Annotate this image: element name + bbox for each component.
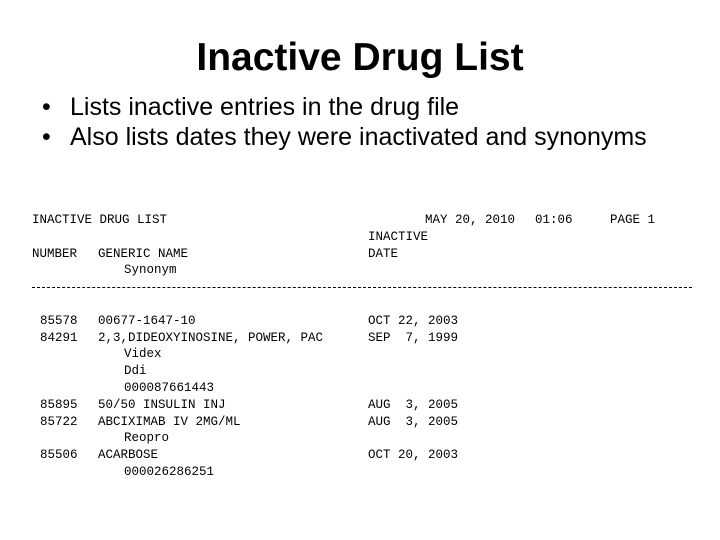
bullet-dot-icon: • bbox=[42, 123, 51, 151]
bullet-text: Lists inactive entries in the drug file bbox=[70, 93, 460, 121]
drug-number: 85722 bbox=[40, 414, 78, 429]
drug-number: 85578 bbox=[40, 313, 78, 328]
column-header-row bbox=[32, 262, 692, 279]
drug-row bbox=[32, 330, 692, 347]
drug-row bbox=[32, 313, 692, 330]
drug-synonym: 000087661443 bbox=[124, 380, 215, 395]
drug-generic-name: 00677-1647-10 bbox=[98, 313, 196, 328]
inactive-drug-report bbox=[32, 212, 692, 481]
drug-synonym: Reopro bbox=[124, 431, 170, 446]
drug-synonym-row bbox=[32, 363, 692, 380]
report-page: PAGE 1 bbox=[610, 213, 656, 227]
bullet-item bbox=[42, 122, 682, 152]
report-name: INACTIVE DRUG LIST bbox=[32, 213, 168, 227]
drug-inactive-date: OCT 22, 2003 bbox=[368, 313, 459, 328]
drug-number: 85506 bbox=[40, 448, 78, 463]
generic-name-column-header: GENERIC NAME bbox=[98, 246, 189, 261]
drug-row bbox=[32, 397, 692, 414]
drug-generic-name: 50/50 INSULIN INJ bbox=[98, 397, 226, 412]
number-column-header: NUMBER bbox=[32, 246, 78, 261]
synonym-column-header: Synonym bbox=[124, 263, 177, 278]
drug-synonym-row bbox=[32, 380, 692, 397]
drug-row bbox=[32, 447, 692, 464]
column-header-row bbox=[32, 229, 692, 246]
drug-inactive-date: AUG 3, 2005 bbox=[368, 414, 459, 429]
slide-title: Inactive Drug List bbox=[196, 36, 524, 79]
drug-generic-name: ACARBOSE bbox=[98, 448, 159, 463]
inactive-date-header-line2: DATE bbox=[368, 246, 399, 261]
drug-synonym-row bbox=[32, 346, 692, 363]
report-header-row bbox=[32, 212, 692, 229]
bullet-item bbox=[42, 92, 682, 122]
inactive-date-header-line1: INACTIVE bbox=[368, 229, 429, 244]
drug-number: 85895 bbox=[40, 397, 78, 412]
drug-synonym: Ddi bbox=[124, 364, 147, 379]
report-date: MAY 20, 2010 bbox=[425, 213, 516, 227]
drug-generic-name: ABCIXIMAB IV 2MG/ML bbox=[98, 414, 241, 429]
header-divider bbox=[32, 279, 692, 296]
drug-generic-name: 2,3,DIDEOXYINOSINE, POWER, PAC bbox=[98, 330, 324, 345]
bullet-list bbox=[42, 92, 682, 152]
drug-synonym-row bbox=[32, 430, 692, 447]
drug-number: 84291 bbox=[40, 330, 78, 345]
report-rows bbox=[32, 313, 692, 481]
column-header-row bbox=[32, 246, 692, 263]
drug-inactive-date: SEP 7, 1999 bbox=[368, 330, 459, 345]
drug-synonym-row bbox=[32, 464, 692, 481]
drug-synonym: 000026286251 bbox=[124, 464, 215, 479]
drug-synonym: Videx bbox=[124, 347, 162, 362]
bullet-dot-icon: • bbox=[42, 93, 51, 121]
drug-inactive-date: AUG 3, 2005 bbox=[368, 397, 459, 412]
drug-row bbox=[32, 414, 692, 431]
drug-inactive-date: OCT 20, 2003 bbox=[368, 448, 459, 463]
report-time: 01:06 bbox=[535, 213, 573, 227]
bullet-text: Also lists dates they were inactivated and synonyms bbox=[70, 123, 647, 151]
